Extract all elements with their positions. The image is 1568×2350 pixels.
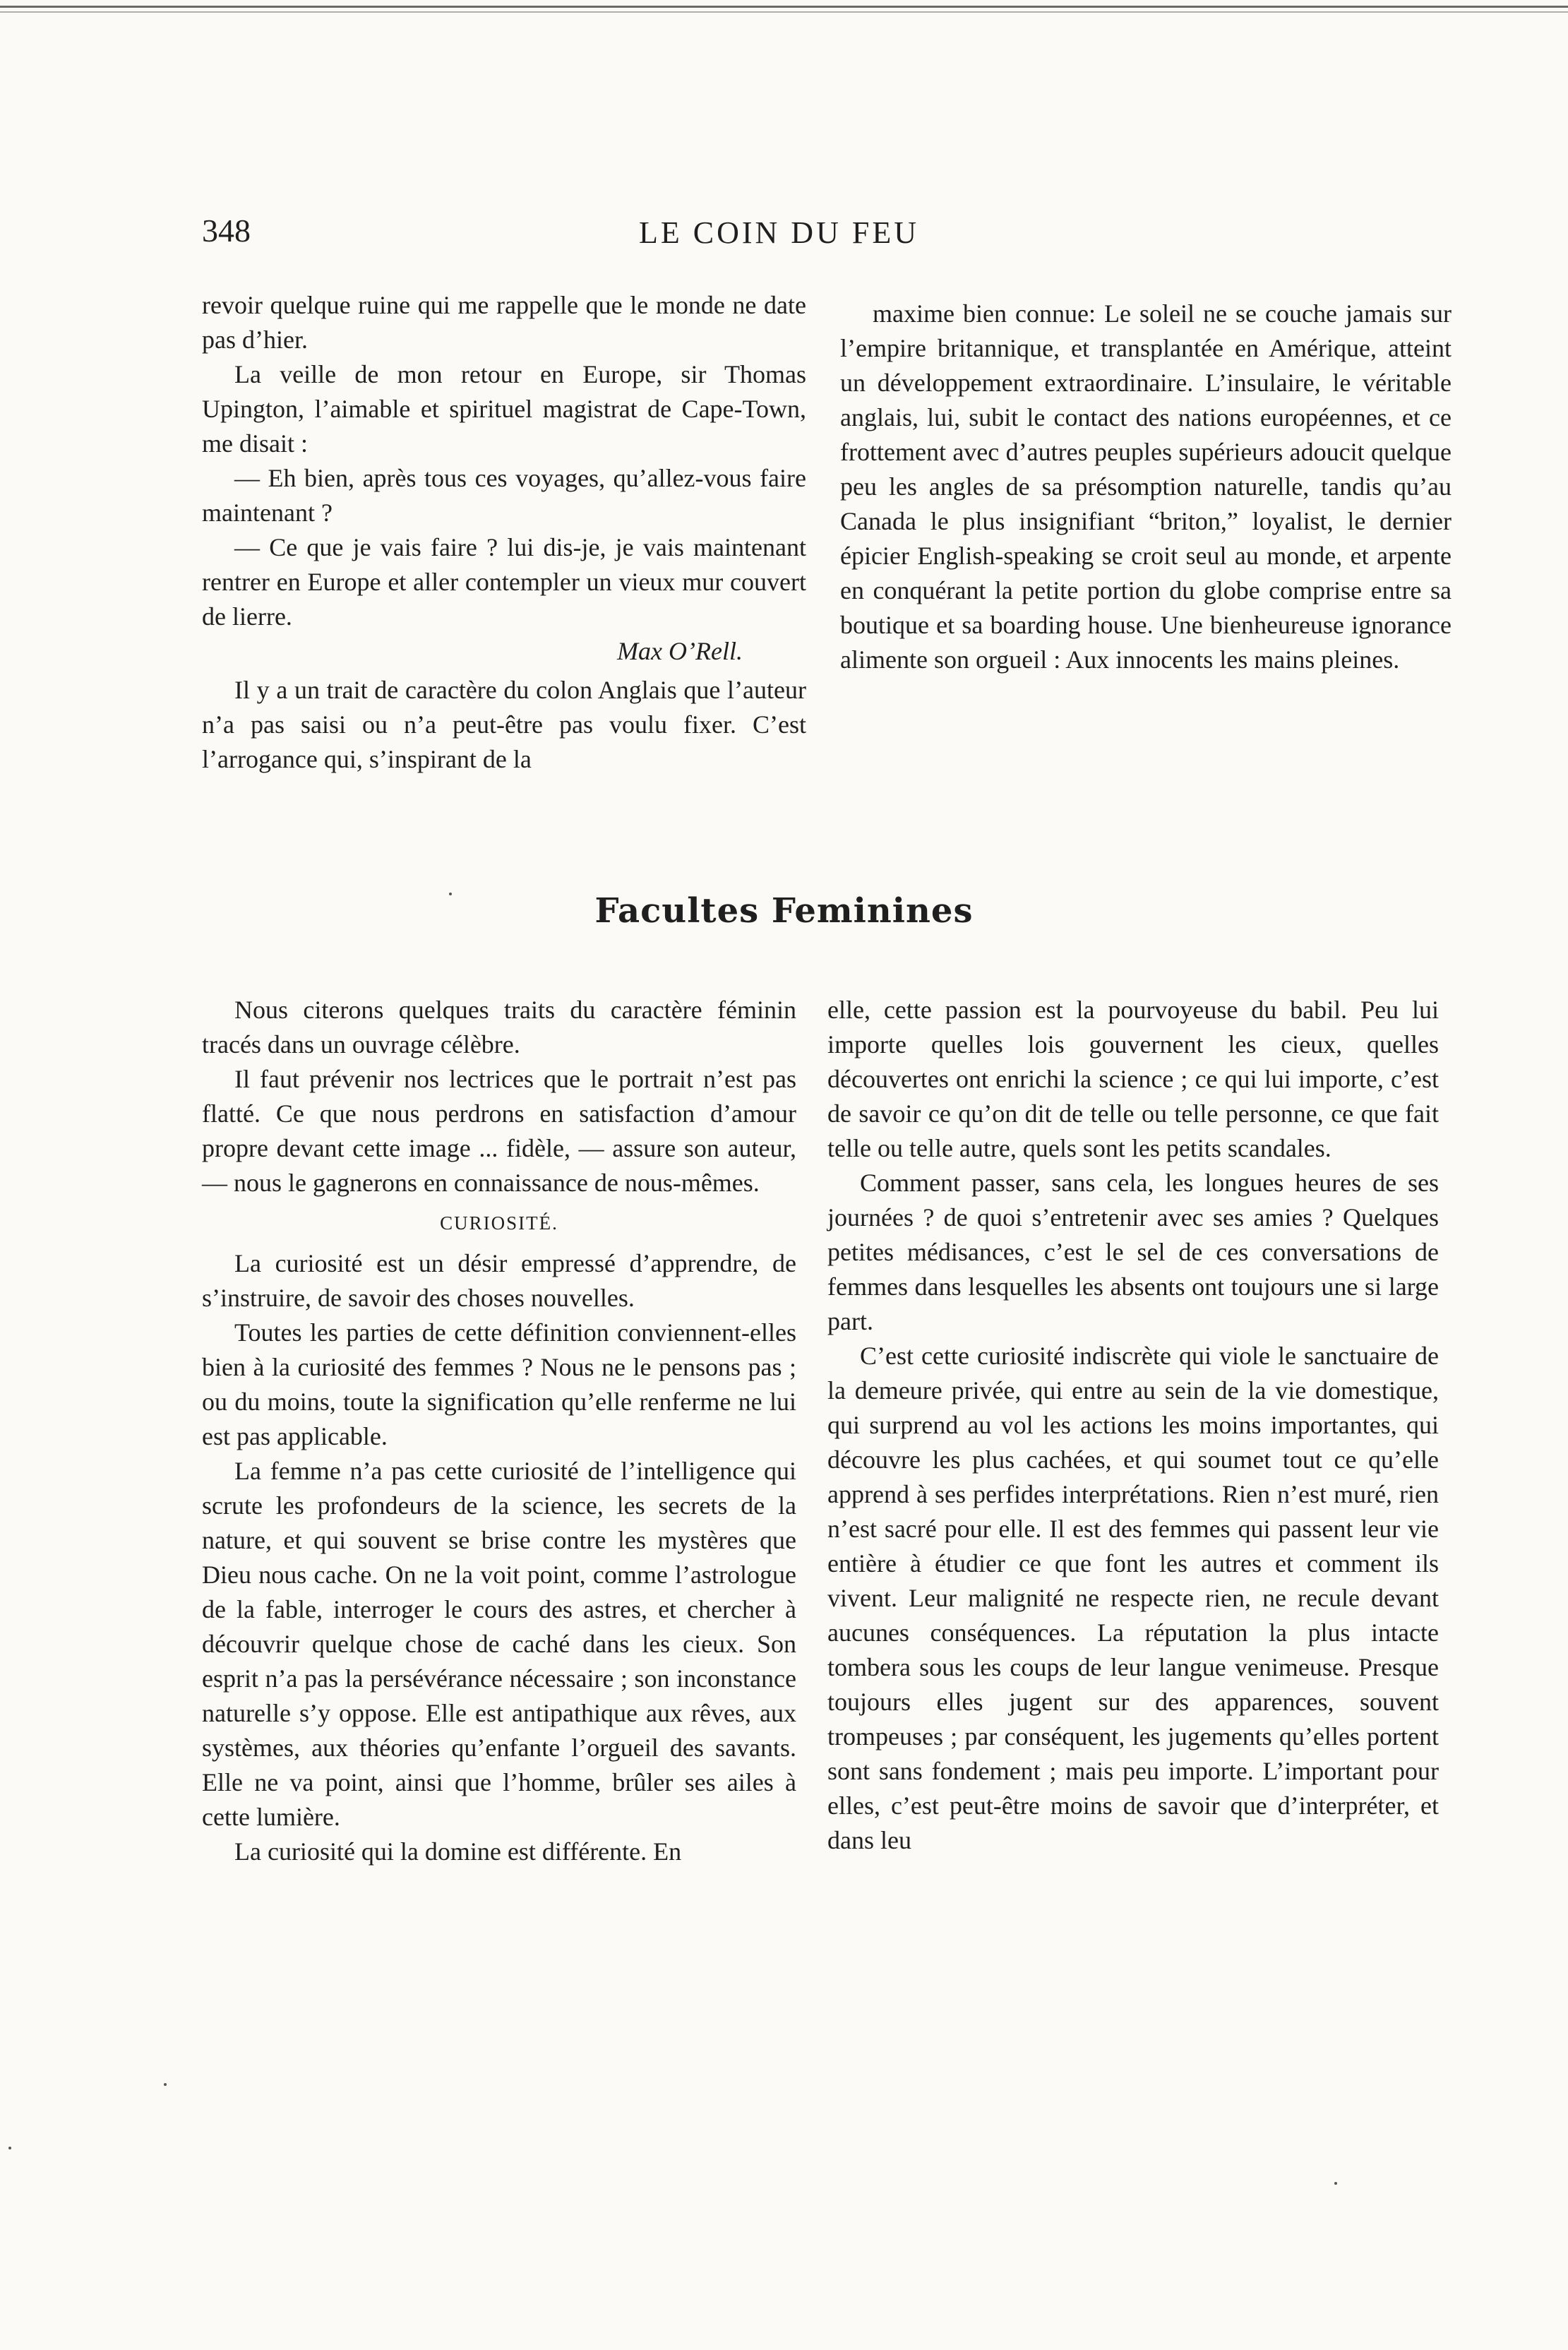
paragraph: maxime bien connue: Le soleil ne se couche jamais sur l’empire britannique, et transplantée en Amérique, atteint un développement extraordinaire. L’insulaire, le véritable anglais, lui, subit le contact des nations européennes, et ce frottement avec d’autres peuples supérieurs adoucit quelque peu les angles de sa présomption naturelle, tandis qu’au Canada le plus insignifiant “briton,” loyalist, le dernier épicier English-speaking se croit seul au monde, et arpente en conquérant la petite portion du globe comprise entre sa boutique et sa boarding house. Une bienheureuse ignorance alimente son orgueil : Aux innocents les mains pleines.: [840, 299, 1452, 674]
section-title: Facultes Feminines: [594, 891, 974, 931]
article2-column-left: [202, 993, 796, 1869]
paragraph: La femme n’a pas cette curiosité de l’intelligence qui scrute les profondeurs de la science, les secrets de la nature, et qui souvent se brise contre les mystères que Dieu nous cache. On ne la voit point, comme l’astrologue de la fable, interroger le cours des astres, et chercher à découvrir quelque chose de caché dans les cieux. Son esprit n’a pas la persévérance nécessaire ; son inconstance naturelle s’y oppose. Elle est antipathique aux rêves, aux systèmes, aux théories qu’enfante l’orgueil des savants. Elle ne va point, ainsi que l’homme, brûler ses ailes à cette lumière.: [202, 1457, 796, 1831]
print-speck: [8, 2147, 11, 2149]
paragraph: La curiosité qui la domine est différente. En: [234, 1837, 682, 1866]
paragraph: La veille de mon retour en Europe, sir Thomas Upington, l’aimable et spirituel magistrat de Cape-Town, me disait :: [202, 360, 806, 458]
paragraph: elle, cette passion est la pourvoyeuse du babil. Peu lui importe quelles lois gouvernent les cieux, quelles découvertes ont enrichi la science ; ce qui lui importe, c’est de savoir ce qu’on dit de telle ou telle personne, ce que fait telle ou telle autre, quels sont les petits scandales.: [827, 996, 1439, 1162]
print-speck: [164, 2083, 167, 2086]
article1-column-right: [840, 297, 1452, 677]
dialog-line: — Eh bien, après tous ces voyages, qu’allez-vous faire maintenant ?: [202, 464, 806, 527]
article1-column-left: [202, 288, 806, 777]
paragraph: revoir quelque ruine qui me rappelle que le monde ne date pas d’hier.: [202, 291, 806, 354]
print-speck: [449, 893, 452, 895]
author-signature: Max O’Rell.: [617, 637, 743, 665]
paragraph: Il y a un trait de caractère du colon Anglais que l’auteur n’a pas saisi ou n’a peut-être pas voulu fixer. C’est l’arrogance qui, s’inspirant de la: [202, 676, 806, 773]
page-number: 348: [202, 213, 251, 249]
paragraph: Il faut prévenir nos lectrices que le portrait n’est pas flatté. Ce que nous perdrons en satisfaction d’amour propre devant cette image ... fidèle, — assure son auteur, — nous le gagnerons en connaissance de nous-mêmes.: [202, 1065, 796, 1197]
subheading: CURIOSITÉ.: [440, 1212, 558, 1234]
paragraph: Nous citerons quelques traits du caractère féminin tracés dans un ouvrage célèbre.: [202, 996, 796, 1058]
top-border-rule: [0, 6, 1568, 8]
paragraph: Comment passer, sans cela, les longues heures de ses journées ? de quoi s’entretenir avec ses amies ? Quelques petites médisances, c’est le sel de ces conversations de femmes dans lesquelles les absents ont toujours une si large part.: [827, 1169, 1439, 1335]
paragraph: La curiosité est un désir empressé d’apprendre, de s’instruire, de savoir des choses nouvelles.: [202, 1249, 796, 1312]
top-border-rule-thin: [0, 11, 1568, 13]
article2-column-right: [827, 993, 1439, 1858]
running-head: LE COIN DU FEU: [639, 215, 919, 250]
dialog-line: — Ce que je vais faire ? lui dis-je, je vais maintenant rentrer en Europe et aller contempler un vieux mur couvert de lierre.: [202, 533, 806, 631]
paragraph: Toutes les parties de cette définition conviennent-elles bien à la curiosité des femmes ? Nous ne le pensons pas ; ou du moins, toute la signification qu’elle renferme ne lui est pas applicable.: [202, 1318, 796, 1450]
print-speck: [1334, 2182, 1337, 2185]
paragraph: C’est cette curiosité indiscrète qui viole le sanctuaire de la demeure privée, qui entre au sein de la vie domestique, qui surprend au vol les actions les moins importantes, qui découvre les plus cachées, et qui soumet tout ce qu’elle apprend à ses perfides interprétations. Rien n’est muré, rien n’est sacré pour elle. Il est des femmes qui passent leur vie entière à étudier ce que font les autres et comment ils vivent. Leur malignité ne respecte rien, ne recule devant aucunes conséquences. La réputation la plus intacte tombera sous les coups de leur langue venimeuse. Presque toujours elles jugent sur des apparences, souvent trompeuses ; par conséquent, les jugements qu’elles portent sont sans fondement ; mais peu importe. L’important pour elles, c’est peut-être moins de savoir que d’interpréter, et dans leu: [827, 1342, 1439, 1854]
